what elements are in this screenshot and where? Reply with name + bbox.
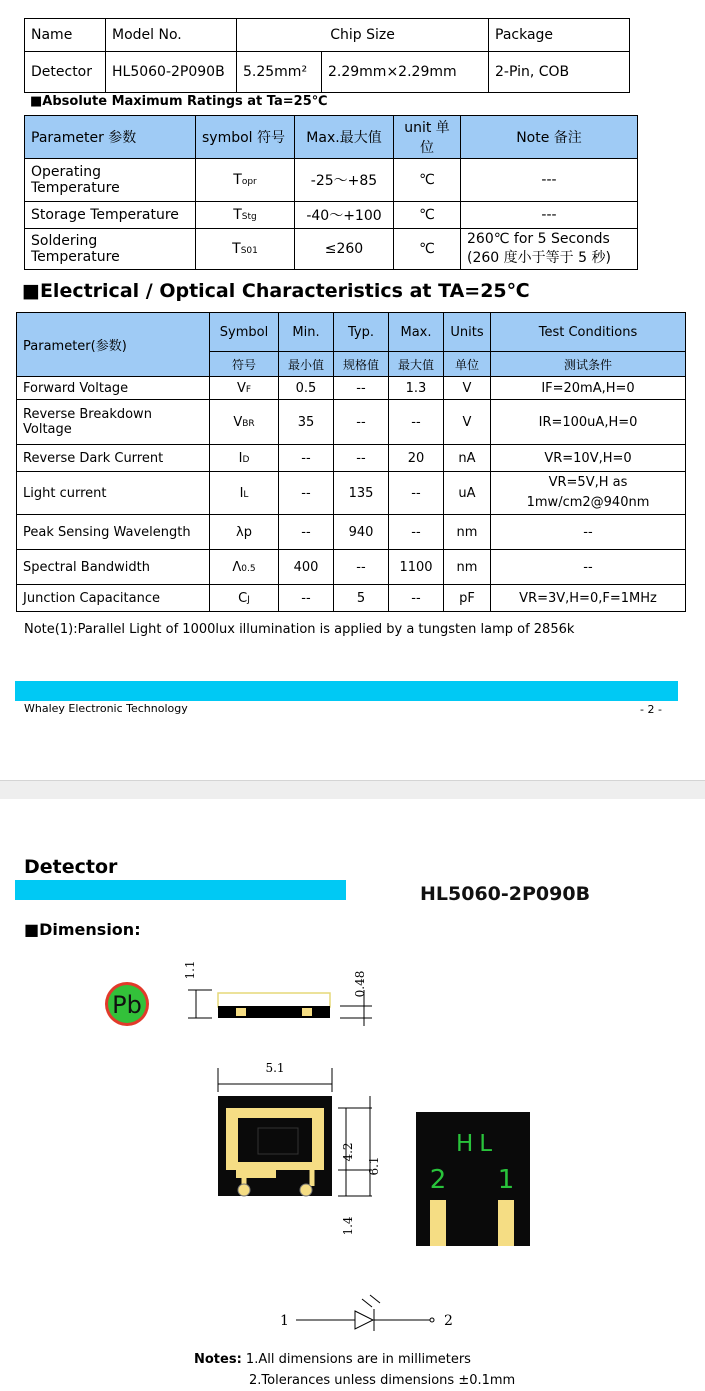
- elec-header-symbol-cn: 符号: [210, 352, 279, 377]
- pkg-header-model: Model No.: [106, 19, 237, 52]
- footer-accent-bar: [15, 681, 678, 701]
- elec-row-cond: VR=5V,H as 1mw/cm2@940nm: [491, 472, 686, 515]
- page-heading: Detector: [24, 856, 118, 878]
- elec-row-param: Forward Voltage: [17, 377, 210, 400]
- side-view-drawing: [183, 960, 372, 1026]
- elec-row-min: --: [279, 472, 334, 515]
- chip-marking: HL: [455, 1131, 499, 1157]
- elec-header-cond-cn: 测试条件: [491, 352, 686, 377]
- table-row: [17, 472, 686, 515]
- elec-header-typ: Typ.: [334, 313, 389, 352]
- elec-header-symbol: Symbol: [210, 313, 279, 352]
- note-1: 1.All dimensions are in millimeters: [245, 1352, 471, 1367]
- elec-row-unit: nm: [444, 515, 491, 550]
- dimension-title: ■Dimension:: [24, 920, 141, 939]
- elec-row-min: 35: [279, 400, 334, 445]
- elec-row-min: --: [279, 585, 334, 612]
- table-row: [17, 400, 686, 445]
- notes-block: [194, 1349, 515, 1391]
- elec-row-typ: --: [334, 445, 389, 472]
- elec-row-symbol: IL: [210, 472, 279, 515]
- elec-row-param: Reverse Breakdown Voltage: [17, 400, 210, 445]
- abs-header-note: Note 备注: [461, 116, 638, 159]
- table-row: [17, 585, 686, 612]
- footer-page-number: - 2 -: [640, 703, 662, 716]
- abs-row2-unit: ℃: [394, 229, 461, 270]
- table-row: [17, 377, 686, 400]
- pb-label: Pb: [112, 991, 142, 1019]
- dim-label: 1.4: [341, 1216, 355, 1236]
- abs-row1-param: Storage Temperature: [25, 202, 196, 229]
- elec-row-unit: V: [444, 400, 491, 445]
- abs-row1-unit: ℃: [394, 202, 461, 229]
- abs-max-table: [24, 115, 638, 270]
- pin-number: 1: [497, 1165, 515, 1195]
- dim-label: 0.48: [353, 970, 367, 998]
- abs-header-param: Parameter 参数: [25, 116, 196, 159]
- abs-row2-note: 260℃ for 5 Seconds (260 度小于等于 5 秒): [461, 229, 638, 270]
- elec-row-unit: pF: [444, 585, 491, 612]
- heading-accent-bar: [15, 880, 346, 900]
- pkg-cell-model: HL5060-2P090B: [106, 52, 237, 93]
- table-row: [17, 515, 686, 550]
- elec-row-param: Junction Capacitance: [17, 585, 210, 612]
- pkg-cell-name: Detector: [25, 52, 106, 93]
- pkg-cell-area: 5.25mm²: [237, 52, 322, 93]
- pb-free-icon: [105, 982, 149, 1026]
- elec-row-cond: --: [491, 550, 686, 585]
- elec-note: Note(1):Parallel Light of 1000lux illumination is applied by a tungsten lamp of 2856k: [24, 622, 575, 637]
- elec-row-cond: IF=20mA,H=0: [491, 377, 686, 400]
- elec-row-symbol: ID: [210, 445, 279, 472]
- elec-row-symbol: Λ0.5: [210, 550, 279, 585]
- elec-row-param: Peak Sensing Wavelength: [17, 515, 210, 550]
- dimension-drawing: [0, 950, 705, 1390]
- pkg-header-name: Name: [25, 19, 106, 52]
- dim-label: 1.1: [183, 960, 197, 980]
- abs-row0-param: Operating Temperature: [25, 159, 196, 202]
- elec-row-typ: --: [334, 377, 389, 400]
- elec-row-max: 1100: [389, 550, 444, 585]
- elec-row-symbol: VF: [210, 377, 279, 400]
- elec-header-cond: Test Conditions: [491, 313, 686, 352]
- elec-row-unit: V: [444, 377, 491, 400]
- page-separator: [0, 780, 705, 799]
- footer-company: Whaley Electronic Technology: [24, 702, 188, 715]
- elec-row-unit: nm: [444, 550, 491, 585]
- abs-row0-note: ---: [461, 159, 638, 202]
- elec-row-max: --: [389, 515, 444, 550]
- elec-row-typ: --: [334, 400, 389, 445]
- table-row: [17, 550, 686, 585]
- pkg-header-package: Package: [489, 19, 630, 52]
- elec-title: ■Electrical / Optical Characteristics at TA=25℃: [22, 280, 530, 302]
- pkg-cell-dim: 2.29mm×2.29mm: [322, 52, 489, 93]
- abs-header-symbol: symbol 符号: [196, 116, 295, 159]
- notes-label: Notes:: [194, 1352, 242, 1367]
- abs-row0-unit: ℃: [394, 159, 461, 202]
- sch-pin-2: 2: [444, 1313, 453, 1329]
- elec-row-cond: --: [491, 515, 686, 550]
- abs-row2-symbol: TS01: [196, 229, 295, 270]
- abs-row2-max: ≤260: [295, 229, 394, 270]
- elec-header-max-cn: 最大值: [389, 352, 444, 377]
- abs-row0-symbol: Topr: [196, 159, 295, 202]
- abs-header-max: Max.最大值: [295, 116, 394, 159]
- elec-row-cond: VR=3V,H=0,F=1MHz: [491, 585, 686, 612]
- elec-header-units-cn: 单位: [444, 352, 491, 377]
- elec-row-param: Reverse Dark Current: [17, 445, 210, 472]
- bottom-view-drawing: [416, 1112, 530, 1246]
- elec-row-min: --: [279, 445, 334, 472]
- dim-label: 6.1: [367, 1156, 381, 1176]
- table-row: [17, 445, 686, 472]
- elec-row-symbol: VBR: [210, 400, 279, 445]
- abs-header-unit: unit 单位: [394, 116, 461, 159]
- elec-row-max: 1.3: [389, 377, 444, 400]
- elec-row-min: --: [279, 515, 334, 550]
- elec-row-typ: 5: [334, 585, 389, 612]
- elec-row-param: Light current: [17, 472, 210, 515]
- pin-number: 2: [429, 1165, 447, 1195]
- package-table: [24, 18, 630, 93]
- elec-row-max: --: [389, 472, 444, 515]
- elec-header-typ-cn: 规格值: [334, 352, 389, 377]
- pkg-cell-package: 2-Pin, COB: [489, 52, 630, 93]
- model-title: HL5060-2P090B: [420, 883, 591, 905]
- pkg-header-chipsize: Chip Size: [237, 19, 489, 52]
- elec-row-max: 20: [389, 445, 444, 472]
- top-view-drawing: [218, 1061, 381, 1236]
- elec-row-symbol: CJ: [210, 585, 279, 612]
- dim-label: 4.2: [341, 1142, 355, 1162]
- abs-max-title: ■Absolute Maximum Ratings at Ta=25℃: [30, 94, 328, 109]
- photodiode-symbol: [280, 1295, 453, 1331]
- elec-row-min: 0.5: [279, 377, 334, 400]
- elec-header-max: Max.: [389, 313, 444, 352]
- elec-row-typ: 135: [334, 472, 389, 515]
- abs-row2-param: Soldering Temperature: [25, 229, 196, 270]
- elec-row-unit: uA: [444, 472, 491, 515]
- elec-header-min-cn: 最小值: [279, 352, 334, 377]
- elec-row-param: Spectral Bandwidth: [17, 550, 210, 585]
- abs-row1-symbol: TStg: [196, 202, 295, 229]
- elec-table: [16, 312, 686, 612]
- elec-row-cond: IR=100uA,H=0: [491, 400, 686, 445]
- elec-row-min: 400: [279, 550, 334, 585]
- dim-label: 5.1: [265, 1061, 285, 1075]
- elec-row-typ: --: [334, 550, 389, 585]
- elec-row-symbol: λp: [210, 515, 279, 550]
- elec-row-cond: VR=10V,H=0: [491, 445, 686, 472]
- elec-header-min: Min.: [279, 313, 334, 352]
- note-2: 2.Tolerances unless dimensions ±0.1mm: [249, 1373, 516, 1388]
- abs-row1-max: -40～+100: [295, 202, 394, 229]
- elec-row-max: --: [389, 585, 444, 612]
- elec-row-max: --: [389, 400, 444, 445]
- elec-header-units: Units: [444, 313, 491, 352]
- elec-row-typ: 940: [334, 515, 389, 550]
- abs-row1-note: ---: [461, 202, 638, 229]
- elec-row-unit: nA: [444, 445, 491, 472]
- sch-pin-1: 1: [280, 1313, 289, 1329]
- abs-row0-max: -25～+85: [295, 159, 394, 202]
- elec-header-param: Parameter(参数): [17, 313, 210, 377]
